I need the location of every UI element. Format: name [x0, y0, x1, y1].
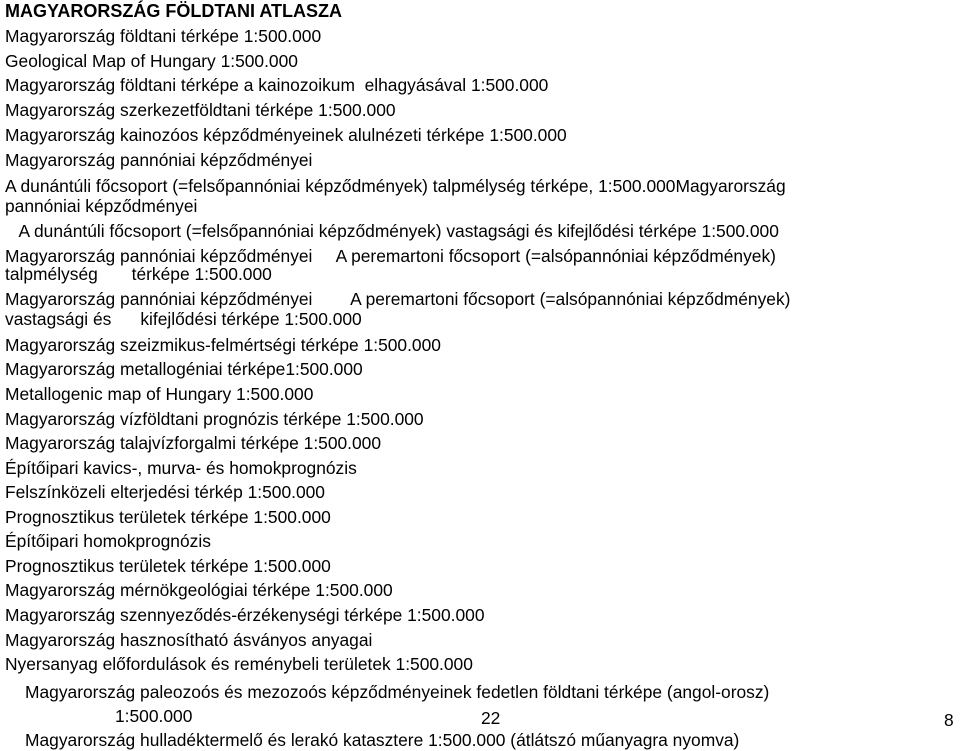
list-item: Magyarország pannóniai képződményei — [5, 150, 313, 170]
list-item: A dunántúli főcsoport (=felsőpannóniai képződmények) vastagsági és kifejlődési térképe 1:500.000 — [5, 221, 779, 241]
list-item: Metallogenic map of Hungary 1:500.000 — [5, 384, 314, 404]
list-item: Magyarország mérnökgeológiai térképe 1:500.000 — [5, 580, 393, 600]
list-item: pannóniai képződményei — [5, 196, 198, 216]
list-item: Magyarország talajvízforgalmi térképe 1:500.000 — [5, 433, 382, 453]
list-item: Magyarország metallogéniai térképe1:500.000 — [5, 359, 363, 379]
list-item: Prognosztikus területek térképe 1:500.000 — [5, 507, 331, 527]
list-item: Magyarország földtani térképe 1:500.000 — [5, 26, 322, 46]
list-item: talpmélység térképe 1:500.000 — [5, 264, 272, 284]
list-item: Magyarország paleozoós és mezozoós képződményeinek fedetlen földtani térképe (angol-orosz) — [25, 682, 770, 702]
list-item: Magyarország vízföldtani prognózis térképe 1:500.000 — [5, 409, 424, 429]
list-item: Magyarország szennyeződés-érzékenységi térképe 1:500.000 — [5, 605, 485, 625]
list-item: Magyarország szerkezetföldtani térképe 1:500.000 — [5, 100, 396, 120]
list-item: Prognosztikus területek térképe 1:500.000 — [5, 556, 331, 576]
list-item: Magyarország kainozóos képződményeinek alulnézeti térképe 1:500.000 — [5, 125, 567, 145]
list-item: Magyarország földtani térképe a kainozoikum elhagyásával 1:500.000 — [5, 75, 549, 95]
list-item: Felszínközeli elterjedési térkép 1:500.000 — [5, 482, 325, 502]
list-item: 1:500.000 — [115, 706, 193, 726]
list-item: Magyarország szeizmikus-felmértségi térképe 1:500.000 — [5, 335, 441, 355]
list-item: vastagsági és kifejlődési térképe 1:500.000 — [5, 309, 362, 329]
list-item: Magyarország hulladéktermelő és lerakó katasztere 1:500.000 (átlátszó műanyagra nyomva) — [25, 730, 740, 750]
atlas-title: MAGYARORSZÁG FÖLDTANI ATLASZA — [5, 1, 342, 21]
side-number: 8 — [944, 710, 954, 730]
list-item: Magyarország pannóniai képződményei A peremartoni főcsoport (=alsópannóniai képződmények) — [5, 246, 776, 266]
list-item: Geological Map of Hungary 1:500.000 — [5, 51, 298, 71]
list-item: Építőipari homokprognózis — [5, 531, 211, 551]
list-item: Építőipari kavics-, murva- és homokprognózis — [5, 458, 357, 478]
list-item: Magyarország hasznosítható ásványos anyagai — [5, 630, 373, 650]
list-item: Magyarország pannóniai képződményei A peremartoni főcsoport (=alsópannóniai képződmények) — [5, 289, 791, 309]
list-item: Nyersanyag előfordulások és reménybeli területek 1:500.000 — [5, 654, 473, 674]
list-item: A dunántúli főcsoport (=felsőpannóniai képződmények) talpmélység térképe, 1:500.000Magyarország — [5, 176, 786, 196]
page-number: 22 — [481, 708, 501, 728]
